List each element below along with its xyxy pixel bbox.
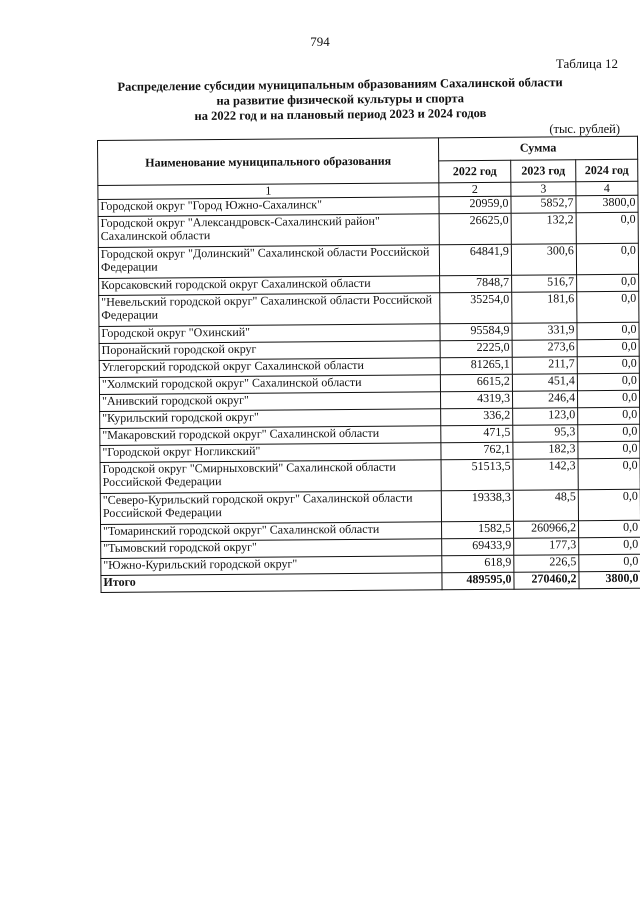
row-name: "Южно-Курильский городской округ" (101, 556, 442, 576)
row-value-2023: 48,5 (513, 490, 578, 522)
row-name: "Северо-Курильский городской округ" Сахалинской области Российской Федерации (100, 491, 441, 525)
table-row (100, 489, 640, 524)
units-label: (тыс. рублей) (549, 122, 620, 136)
row-value-2022: 69433,9 (442, 538, 514, 556)
row-value-2024: 0,0 (576, 212, 638, 243)
row-value-2024: 0,0 (579, 554, 640, 571)
row-name: Углегорский городской округ Сахалинской области (99, 358, 440, 378)
row-name: Городской округ "Город Южно-Сахалинск" (98, 197, 439, 217)
row-value-2022: 336,2 (441, 408, 513, 426)
column-index: 3 (511, 182, 576, 197)
row-name: Городской округ "Александровск-Сахалинский район" Сахалинской области (98, 214, 439, 248)
row-value-2024: 0,0 (578, 441, 640, 458)
row-name: "Курильский городской округ" (100, 409, 441, 429)
row-value-2023: 142,3 (513, 459, 578, 491)
row-value-2022: 7848,7 (440, 275, 512, 293)
header-name: Наименование муниципального образования (98, 138, 439, 186)
row-value-2024: 0,0 (577, 291, 639, 322)
row-value-2023: 177,3 (514, 538, 579, 556)
page-number: 794 (310, 34, 330, 49)
row-value-2022: 618,9 (442, 555, 514, 573)
row-name: Поронайский городской округ (99, 341, 440, 361)
row-value-2023: 451,4 (512, 374, 577, 392)
row-value-2024: 0,0 (578, 489, 640, 520)
header-year-2023: 2023 год (511, 159, 576, 182)
table-row (99, 291, 639, 326)
row-value-2022: 20959,0 (439, 196, 511, 214)
row-value-2024: 0,0 (578, 458, 640, 489)
row-value-2023: 181,6 (512, 292, 577, 324)
total-value-2023: 270460,2 (514, 572, 579, 590)
row-value-2024: 0,0 (578, 407, 640, 424)
header-sum: Сумма (438, 136, 637, 160)
row-value-2022: 2225,0 (440, 340, 512, 358)
row-value-2024: 0,0 (578, 424, 640, 441)
total-value-2022: 489595,0 (442, 572, 514, 590)
subsidy-table (97, 136, 640, 593)
row-value-2024: 0,0 (577, 339, 639, 356)
row-value-2023: 211,7 (512, 357, 577, 375)
column-index: 4 (576, 181, 638, 195)
document-title (100, 75, 580, 125)
row-value-2024: 0,0 (577, 322, 639, 339)
row-value-2023: 95,3 (513, 425, 578, 443)
row-value-2022: 95584,9 (440, 323, 512, 341)
row-value-2024: 0,0 (579, 537, 640, 554)
row-value-2023: 246,4 (512, 391, 577, 409)
row-value-2024: 0,0 (579, 520, 640, 537)
row-value-2024: 3800,0 (576, 195, 638, 212)
subsidy-table-wrapper (97, 136, 640, 593)
row-value-2023: 123,0 (513, 408, 578, 426)
total-label: Итого (101, 573, 442, 593)
row-value-2022: 4319,3 (440, 391, 512, 409)
row-name: Городской округ "Смирныховский" Сахалинской области Российской Федерации (100, 460, 441, 494)
row-value-2022: 1582,5 (442, 521, 514, 539)
column-index: 2 (439, 182, 511, 197)
row-value-2023: 260966,2 (514, 521, 579, 539)
header-year-2022: 2022 год (439, 160, 511, 183)
row-value-2024: 0,0 (577, 373, 639, 390)
row-value-2022: 64841,9 (439, 244, 511, 276)
column-index: 1 (98, 183, 439, 200)
row-value-2023: 331,9 (512, 323, 577, 341)
row-value-2024: 0,0 (576, 243, 638, 274)
row-value-2023: 132,2 (511, 213, 576, 245)
row-name: "Городской округ Ногликский" (100, 443, 441, 463)
row-value-2023: 5852,7 (511, 196, 576, 214)
row-value-2023: 300,6 (511, 244, 576, 276)
row-name: "Невельский городской округ" Сахалинской области Российской Федерации (99, 293, 440, 327)
title-line-1: Распределение субсидии муниципальным образованиям Сахалинской области (117, 75, 563, 94)
table-row (100, 458, 640, 493)
row-value-2022: 81265,1 (440, 357, 512, 375)
row-name: Городской округ "Долинский" Сахалинской области Российской Федерации (98, 245, 439, 279)
row-name: "Тымовский городской округ" (101, 539, 442, 559)
table-row (98, 243, 638, 278)
row-value-2022: 471,5 (441, 425, 513, 443)
header-year-2024: 2024 год (576, 159, 638, 182)
row-value-2022: 51513,5 (441, 459, 513, 491)
row-name: "Анивский городской округ" (99, 392, 440, 412)
row-value-2022: 762,1 (441, 442, 513, 460)
table-label: Таблица 12 (555, 56, 618, 71)
row-value-2024: 0,0 (577, 274, 639, 291)
row-value-2023: 516,7 (512, 275, 577, 293)
row-value-2024: 0,0 (577, 356, 639, 373)
row-value-2022: 26625,0 (439, 213, 511, 245)
title-line-3: на 2022 год и на плановый период 2023 и 2024 годов (194, 105, 487, 124)
table-row (98, 212, 638, 247)
row-value-2023: 226,5 (514, 555, 579, 573)
row-value-2022: 19338,3 (441, 490, 513, 522)
row-name: Корсаковский городской округ Сахалинской области (99, 276, 440, 296)
row-value-2024: 0,0 (577, 390, 639, 407)
row-name: Городской округ "Охинский" (99, 324, 440, 344)
row-value-2022: 6615,2 (440, 374, 512, 392)
total-value-2024: 3800,0 (579, 571, 640, 588)
row-name: "Томаринский городской округ" Сахалинской области (101, 522, 442, 542)
title-line-2: на развитие физической культуры и спорта (216, 91, 465, 108)
row-value-2023: 182,3 (513, 442, 578, 460)
row-name: "Холмский городской округ" Сахалинской области (99, 375, 440, 395)
row-name: "Макаровский городской округ" Сахалинской области (100, 426, 441, 446)
total-row (101, 571, 640, 592)
row-value-2023: 273,6 (512, 340, 577, 358)
row-value-2022: 35254,0 (440, 292, 512, 324)
